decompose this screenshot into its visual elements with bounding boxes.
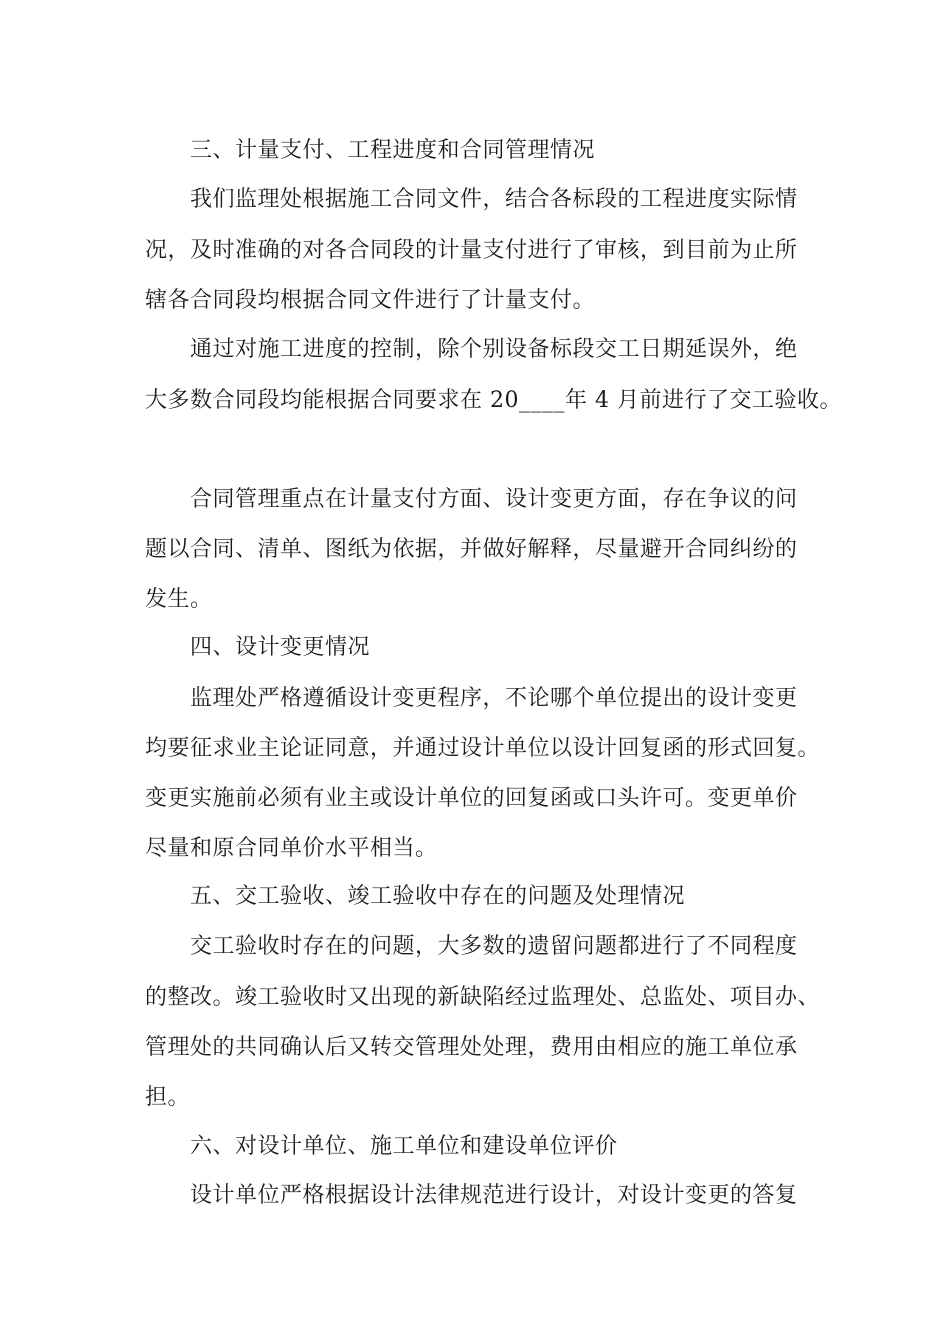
paragraph-line: 辖各合同段均根据合同文件进行了计量支付。 xyxy=(145,288,596,313)
paragraph-line: 题以合同、清单、图纸为依据，并做好解释，尽量避开合同纠纷的 xyxy=(145,537,798,562)
paragraph-line: 我们监理处根据施工合同文件，结合各标段的工程进度实际情 xyxy=(190,187,798,212)
section-heading-5: 五、交工验收、竣工验收中存在的问题及处理情况 xyxy=(190,884,686,909)
paragraph-line: 大多数合同段均能根据合同要求在 20____年 4 月前进行了交工验收。 xyxy=(145,388,842,413)
paragraph-line: 的整改。竣工验收时又出现的新缺陷经过监理处、总监处、项目办、 xyxy=(145,985,821,1010)
section-heading-6: 六、对设计单位、施工单位和建设单位评价 xyxy=(190,1134,618,1159)
paragraph-line: 设计单位严格根据设计法律规范进行设计，对设计变更的答复 xyxy=(190,1183,798,1208)
paragraph-line: 变更实施前必须有业主或设计单位的回复函或口头许可。变更单价 xyxy=(145,786,798,811)
paragraph-line: 担。 xyxy=(145,1085,191,1110)
paragraph-line: 管理处的共同确认后又转交管理处处理，费用由相应的施工单位承 xyxy=(145,1035,798,1060)
paragraph-line: 监理处严格遵循设计变更程序，不论哪个单位提出的设计变更 xyxy=(190,686,798,711)
section-heading-4: 四、设计变更情况 xyxy=(190,635,371,660)
paragraph-line: 通过对施工进度的控制，除个别设备标段交工日期延误外，绝 xyxy=(190,337,798,362)
section-heading-3: 三、计量支付、工程进度和合同管理情况 xyxy=(190,138,596,163)
paragraph-line: 均要征求业主论证同意，并通过设计单位以设计回复函的形式回复。 xyxy=(145,736,821,761)
paragraph-line: 交工验收时存在的问题，大多数的遗留问题都进行了不同程度 xyxy=(190,934,798,959)
paragraph-line: 发生。 xyxy=(145,587,213,612)
paragraph-line: 合同管理重点在计量支付方面、设计变更方面，存在争议的问 xyxy=(190,487,798,512)
paragraph-line: 尽量和原合同单价水平相当。 xyxy=(145,836,438,861)
paragraph-line: 况，及时准确的对各合同段的计量支付进行了审核，到目前为止所 xyxy=(145,238,798,263)
